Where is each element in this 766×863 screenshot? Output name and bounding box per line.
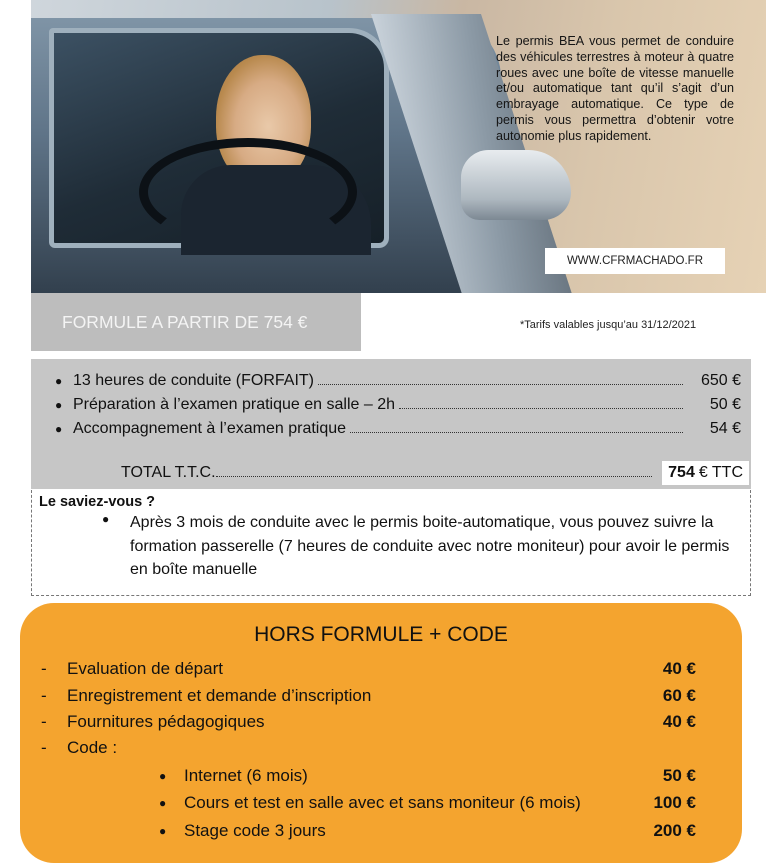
total-box bbox=[662, 461, 749, 485]
hors-item-amount: 40 € bbox=[662, 659, 696, 678]
dot-leader bbox=[399, 398, 683, 409]
website-url[interactable]: WWW.CFRMACHADO.FR bbox=[545, 248, 725, 274]
hors-item-amount: 40 € bbox=[662, 712, 696, 731]
bullet-icon: ● bbox=[55, 374, 63, 388]
dash-marker: - bbox=[41, 712, 47, 731]
price-item-amount: 50 € bbox=[709, 396, 741, 413]
bullet-icon: ● bbox=[159, 824, 167, 838]
price-item-label: 13 heures de conduite (FORFAIT) bbox=[73, 372, 314, 389]
steering-wheel-illustration bbox=[139, 138, 357, 246]
hors-item-amount: 60 € bbox=[662, 686, 696, 705]
price-item-amount: 54 € bbox=[709, 420, 741, 437]
bullet-icon: ● bbox=[55, 398, 63, 412]
dot-leader bbox=[318, 374, 683, 385]
saviez-title: Le saviez-vous ? bbox=[39, 494, 156, 510]
bullet-icon: ● bbox=[159, 796, 167, 810]
hors-item-label: Evaluation de départ bbox=[67, 659, 223, 678]
dash-marker: - bbox=[41, 659, 47, 678]
code-item-amount-row bbox=[20, 763, 700, 789]
code-item-amount-row bbox=[20, 818, 700, 844]
dash-marker: - bbox=[41, 686, 47, 705]
price-box bbox=[31, 359, 751, 489]
code-item-amount: 50 € bbox=[662, 766, 696, 785]
hors-item-label: Enregistrement et demande d’inscription bbox=[67, 686, 372, 705]
price-item bbox=[55, 417, 741, 441]
hors-item bbox=[20, 709, 700, 735]
dot-leader bbox=[350, 422, 683, 433]
total-amount: 754 bbox=[668, 464, 695, 481]
saviez-text: Après 3 mois de conduite avec le permis boite-automatique, vous pouvez suivre la formation passerelle (7 heures de conduite avec notre moniteur) pour avoir le permis en boîte manuelle bbox=[130, 514, 730, 578]
code-item-amount: 200 € bbox=[653, 821, 696, 840]
hero-photo bbox=[31, 0, 766, 293]
code-item-amount-row bbox=[20, 790, 700, 816]
code-item-label: Stage code 3 jours bbox=[184, 821, 326, 840]
hors-item bbox=[20, 735, 700, 761]
hors-item-label: Fournitures pédagogiques bbox=[67, 712, 265, 731]
hors-formule-box bbox=[20, 603, 742, 863]
code-item-label: Cours et test en salle avec et sans moniteur (6 mois) bbox=[184, 793, 581, 812]
code-item-amount: 100 € bbox=[653, 793, 696, 812]
total-label: TOTAL T.T.C. bbox=[121, 464, 216, 481]
price-item-label: Accompagnement à l’examen pratique bbox=[73, 420, 347, 437]
code-item-label: Internet (6 mois) bbox=[184, 766, 308, 785]
price-item-amount: 650 € bbox=[700, 372, 741, 389]
total-line bbox=[121, 460, 749, 486]
tarifs-note: *Tarifs valables jusqu’au 31/12/2021 bbox=[520, 319, 697, 331]
hors-item-label: Code : bbox=[67, 738, 118, 757]
price-item bbox=[55, 393, 741, 417]
bullet-icon: ● bbox=[102, 512, 110, 526]
bullet-icon: ● bbox=[159, 769, 167, 783]
formula-banner: FORMULE A PARTIR DE 754 € bbox=[31, 293, 361, 351]
hors-item bbox=[20, 656, 700, 682]
hors-formule-title: HORS FORMULE + CODE bbox=[254, 623, 508, 646]
permis-description: Le permis BEA vous permet de conduire des véhicules terrestres à moteur à quatre roues avec une boîte de vitesse manuelle et/ou automatique tant qu’il s’agit d’un embrayage automatique. Ce type de permis vous permettra d’obtenir votre autonomie plus rapidement. bbox=[496, 34, 734, 143]
hors-item bbox=[20, 683, 700, 709]
price-item bbox=[55, 369, 741, 393]
total-suffix: € TTC bbox=[698, 464, 743, 481]
price-item-label: Préparation à l’examen pratique en salle – 2h bbox=[73, 396, 395, 413]
dash-marker: - bbox=[41, 738, 47, 757]
saviez-vous-box bbox=[31, 490, 751, 596]
side-mirror-illustration bbox=[461, 150, 571, 220]
dot-leader bbox=[216, 466, 653, 477]
bullet-icon: ● bbox=[55, 422, 63, 436]
